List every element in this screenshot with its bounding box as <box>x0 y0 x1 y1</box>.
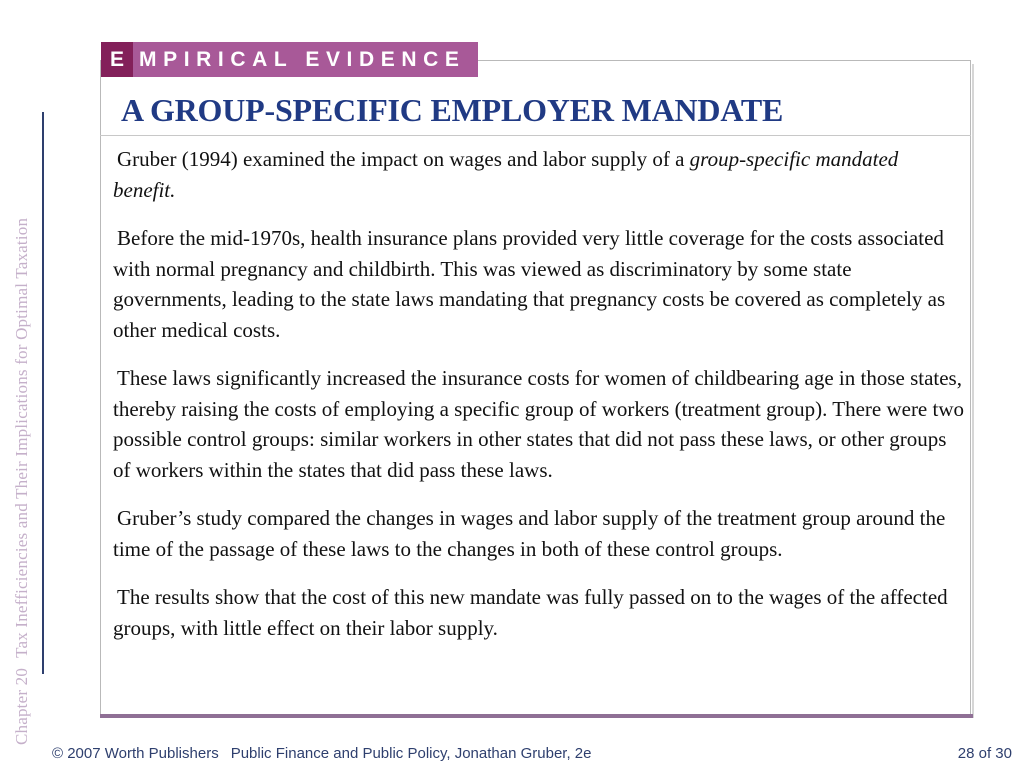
sidebar-rule <box>42 112 44 674</box>
slide-title: A GROUP-SPECIFIC EMPLOYER MANDATE <box>121 92 784 128</box>
paragraph-1-text: Gruber (1994) examined the impact on wages and labor supply of a <box>117 147 690 171</box>
frame-bottom-rule <box>100 714 973 718</box>
title-divider <box>100 135 971 136</box>
frame-shadow <box>972 64 974 718</box>
paragraph-5: The results show that the cost of this new mandate was fully passed on to the wages of the affected groups, with little effect on their labor supply. <box>113 585 948 640</box>
badge-label: MPIRICAL EVIDENCE <box>133 42 478 77</box>
paragraph-4: Gruber’s study compared the changes in wages and labor supply of the treatment group around the time of the passage of these laws to the changes in both of these control groups. <box>113 506 946 561</box>
paragraph-1-emphasis: group-specific mandated benefit. <box>113 147 899 202</box>
slide-body <box>113 144 965 661</box>
chapter-number: Chapter 20 <box>12 667 31 745</box>
page-number: 28 of 30 <box>957 745 1012 762</box>
paragraph-2: Before the mid-1970s, health insurance plans provided very little coverage for the costs associated with normal pregnancy and childbirth. This was viewed as discriminatory by some state governments, leading to the state laws mandating that pregnancy costs be covered as completely as other medical costs. <box>113 226 946 342</box>
chapter-title: Tax Inefficiencies and Their Implications for Optimal Taxation <box>12 217 31 658</box>
chapter-sidebar <box>8 5 36 745</box>
footer-credits <box>52 745 591 762</box>
paragraph-3: These laws significantly increased the insurance costs for women of childbearing age in those states, thereby raising the costs of employing a specific group of workers (treatment group). There were two possible control groups: similar workers in other states that did not pass these laws, or other groups of workers within the states that did pass these laws. <box>113 366 965 482</box>
badge-first-letter: E <box>101 42 133 77</box>
section-badge <box>101 42 478 77</box>
footer-book: Public Finance and Public Policy, Jonathan Gruber, 2e <box>230 745 592 762</box>
footer-copyright: © 2007 Worth Publishers <box>52 745 219 762</box>
paragraph-1 <box>113 144 965 205</box>
